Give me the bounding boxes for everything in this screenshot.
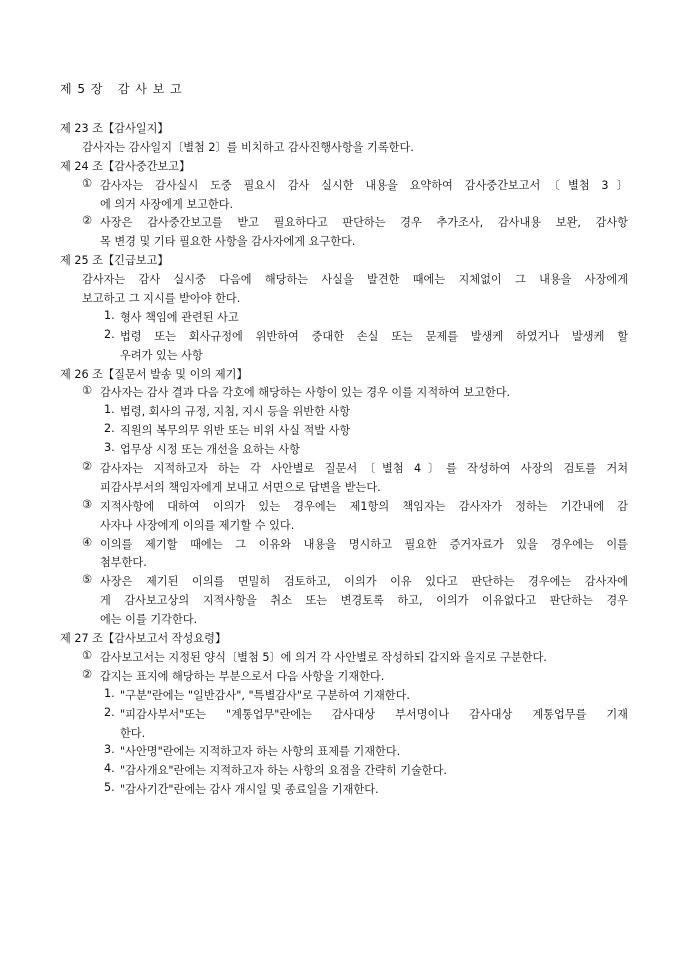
text-line: 이의를 제기할 때에는 그 이유와 내용을 명시하고 필요한 증거자료가 있을 경우에는 이를 [100, 537, 628, 551]
text-line: 보고하고 그 지시를 받아야 한다. [82, 292, 241, 306]
clause-item [60, 573, 628, 630]
clause-number: ④ [82, 535, 93, 549]
text-line: 형사 책임에 관련된 사고 [120, 310, 239, 324]
clause-item [60, 536, 628, 574]
text-line: "감사기간"란에는 감사 개시일 및 종료일을 기재한다. [120, 783, 379, 797]
article-heading: 제 23 조【감사일지】 [60, 122, 169, 135]
clause-item [60, 177, 628, 215]
text-line: 지적사항에 대하여 이의가 있는 경우에는 제1항의 책임자는 감사자가 정하는 기간내에 감 [100, 499, 628, 513]
clause-item [60, 460, 628, 498]
subitem [60, 441, 628, 460]
subitem-number: 2. [104, 422, 115, 436]
text-line: 사자나 사장에게 이의를 제기할 수 있다. [100, 518, 295, 532]
text-line: "감사개요"란에는 지적하고자 하는 사항의 요점을 간략히 기술한다. [120, 764, 447, 778]
text-line: "피감사부서"또는 "계통업무"란에는 감사대상 부서명이나 감사대상 계통업무를 기재 [120, 707, 628, 721]
article-paragraph [60, 139, 628, 158]
text-line: "구분"란에는 "일반감사", "특별감사"로 구분하여 기재한다. [120, 688, 410, 702]
subitem [60, 328, 628, 366]
text-line: 직원의 복무의무 위반 또는 비위 사실 적발 사항 [120, 424, 351, 438]
clause-number: ② [82, 460, 93, 474]
text-line: 피감사부서의 책임자에게 보내고 서면으로 답변을 받는다. [100, 480, 381, 494]
clause-item [60, 649, 628, 668]
clause-number: ① [82, 384, 93, 398]
clause-number: ⑤ [82, 573, 93, 587]
text-line: "사안명"란에는 지적하고자 하는 사항의 표제를 기재한다. [120, 745, 401, 759]
chapter-title: 제 5 장 감 사 보 고 [60, 82, 183, 96]
text-line: 업무상 시정 또는 개선을 요하는 사항 [120, 443, 300, 457]
text-line: 감사자는 감사실시 도중 필요시 감사 실시한 내용을 요약하여 감사중간보고서〔별첨 3〕 [100, 178, 628, 192]
clause-item [60, 384, 628, 403]
text-line: 감사자는 감사 실시중 다음에 해당하는 사실을 발견한 때에는 지체없이 그 내용을 사장에게 [82, 273, 628, 287]
text-line: 목 변경 및 기타 필요한 사항을 감사자에게 요구한다. [100, 235, 356, 249]
text-line: 첨부한다. [100, 556, 147, 570]
clause-item [60, 668, 628, 687]
subitem [60, 687, 628, 706]
text-line: 에 의거 사장에게 보고한다. [100, 197, 234, 211]
subitem [60, 743, 628, 762]
clause-item [60, 214, 628, 252]
text-line: 감사자는 감사일지〔별첨 2〕를 비치하고 감사진행사항을 기록한다. [82, 140, 414, 154]
text-line: 한다. [120, 726, 146, 740]
text-line: 사장은 제기된 이의를 면밀히 검토하고, 이의가 이유 있다고 판단하는 경우에는 감사자에 [100, 575, 628, 589]
clause-number: ③ [82, 497, 93, 511]
text-line: 법령 또는 회사규정에 위반하여 중대한 손실 또는 문제를 발생케 하였거나 발생케 할 [120, 329, 628, 343]
clause-number: ① [82, 648, 93, 662]
subitem [60, 422, 628, 441]
text-line: 감사자는 지적하고자 하는 각 사안별로 질문서〔별첨 4〕를 작성하여 사장의 검토를 거쳐 [100, 462, 628, 476]
article-heading: 제 26 조【질문서 발송 및 이의 제기】 [60, 367, 248, 381]
text-line: 사장은 감사중간보고를 받고 필요하다고 판단하는 경우 추가조사, 감사내용 보완, 감사항 [100, 216, 628, 230]
subitem-number: 4. [104, 762, 115, 776]
clause-number: ② [82, 214, 93, 228]
article-heading: 제 27 조【감사보고서 작성요령】 [60, 632, 227, 646]
subitem-number: 2. [104, 705, 115, 719]
text-line: 감사보고서는 지정된 양식〔별첨 5〕에 의거 각 사안별로 작성하되 갑지와 을지로 구분한다. [100, 650, 547, 664]
subitem [60, 706, 628, 744]
text-line: 갑지는 표지에 해당하는 부분으로서 다음 사항을 기재한다. [100, 669, 385, 683]
subitem [60, 309, 628, 328]
article-heading: 제 24 조【감사중간보고】 [60, 159, 191, 173]
subitem-number: 2. [104, 327, 115, 341]
document-body [60, 120, 628, 800]
subitem [60, 762, 628, 781]
text-line: 법령, 회사의 규정, 지침, 지시 등을 위반한 사항 [120, 405, 351, 419]
subitem-number: 3. [104, 441, 115, 455]
article-paragraph [60, 271, 628, 309]
subitem-number: 1. [104, 686, 115, 700]
subitem-number: 1. [104, 308, 115, 322]
clause-item [60, 498, 628, 536]
subitem-number: 3. [104, 743, 115, 757]
clause-number: ① [82, 176, 93, 190]
text-line: 에는 이를 기각한다. [100, 613, 198, 627]
clause-number: ② [82, 667, 93, 681]
text-line: 게 감사보고상의 지적사항을 취소 또는 변경토록 하고, 이의가 이유없다고 판단하는 경우 [100, 594, 628, 608]
subitem-number: 1. [104, 403, 115, 417]
article-heading: 제 25 조【긴급보고】 [60, 254, 169, 268]
subitem-number: 5. [104, 781, 115, 795]
subitem [60, 781, 628, 800]
text-line: 감사자는 감사 결과 다음 각호에 해당하는 사항이 있는 경우 이를 지적하여 보고한다. [100, 386, 511, 400]
text-line: 우려가 있는 사항 [120, 348, 203, 362]
subitem [60, 403, 628, 422]
